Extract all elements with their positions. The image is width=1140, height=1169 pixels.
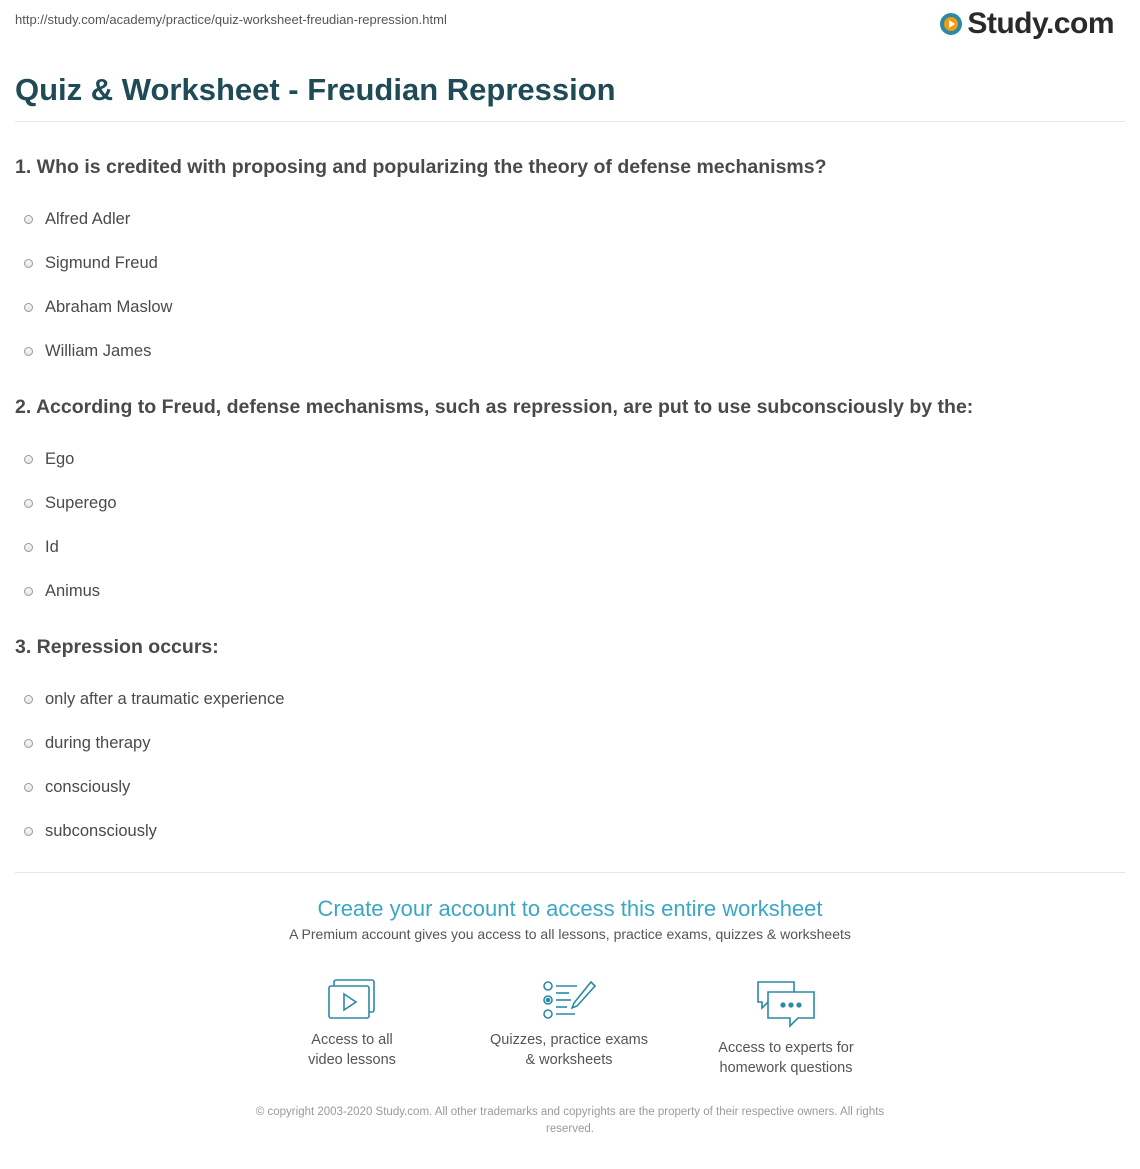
feature-video-lessons [252,978,452,1070]
radio-button[interactable] [24,543,33,552]
answer-label: Sigmund Freud [45,253,158,272]
answer-label: Animus [45,581,101,600]
radio-button[interactable] [24,739,33,748]
radio-button[interactable] [24,303,33,312]
answer-option[interactable] [15,197,1125,241]
answer-label: Id [45,537,59,556]
answer-option[interactable] [15,525,1125,569]
feature-label: Access to all video lessons [308,1032,396,1068]
answer-label: Ego [45,449,75,468]
radio-button[interactable] [24,783,33,792]
page-title: Quiz & Worksheet - Freudian Repression [15,72,616,107]
radio-button[interactable] [24,827,33,836]
answer-option[interactable] [15,481,1125,525]
question-text: 2. According to Freud, defense mechanisms, such as repression, are put to use subconsciously by the: [15,396,974,418]
study-logo-icon [939,12,963,36]
radio-button[interactable] [24,695,33,704]
answer-option[interactable] [15,285,1125,329]
question-1 [15,155,1125,373]
question-3 [15,635,1125,853]
answer-option[interactable] [15,329,1125,373]
quiz-checklist-icon [541,978,597,1022]
feature-quizzes [469,978,669,1070]
answer-option[interactable] [15,569,1125,613]
feature-label: Quizzes, practice exams & worksheets [490,1032,648,1068]
feature-label: Access to experts for homework questions [718,1040,854,1076]
study-logo[interactable] [939,6,1114,42]
answer-label: Superego [45,493,117,512]
copyright-footer: © copyright 2003-2020 Study.com. All other trademarks and copyrights are the property of their respective owners. All rights reserved. [255,1106,885,1135]
divider [15,872,1125,873]
radio-button[interactable] [24,499,33,508]
divider [15,121,1125,122]
answer-option[interactable] [15,721,1125,765]
answer-label: during therapy [45,733,151,752]
answer-option[interactable] [15,809,1125,853]
answer-label: only after a traumatic experience [45,689,285,708]
radio-button[interactable] [24,455,33,464]
logo-text: Study.com [967,7,1114,40]
radio-button[interactable] [24,259,33,268]
feature-experts [686,978,886,1078]
cta-subtitle: A Premium account gives you access to all lessons, practice exams, quizzes & worksheets [289,926,851,942]
radio-button[interactable] [24,347,33,356]
answer-option[interactable] [15,677,1125,721]
answer-option[interactable] [15,437,1125,481]
question-2 [15,395,1125,613]
cta-title-link[interactable]: Create your account to access this entire worksheet [317,896,823,921]
radio-button[interactable] [24,587,33,596]
question-text: 3. Repression occurs: [15,636,219,658]
page-url: http://study.com/academy/practice/quiz-worksheet-freudian-repression.html [15,12,447,27]
radio-button[interactable] [24,215,33,224]
answer-option[interactable] [15,765,1125,809]
answer-label: Alfred Adler [45,209,131,228]
signup-cta [0,894,1140,942]
chat-experts-icon [754,978,818,1030]
answer-option[interactable] [15,241,1125,285]
video-lessons-icon [326,978,378,1022]
answer-label: subconsciously [45,821,157,840]
question-text: 1. Who is credited with proposing and popularizing the theory of defense mechanisms? [15,156,827,178]
answer-label: William James [45,341,152,360]
answer-label: consciously [45,777,131,796]
answer-label: Abraham Maslow [45,297,173,316]
